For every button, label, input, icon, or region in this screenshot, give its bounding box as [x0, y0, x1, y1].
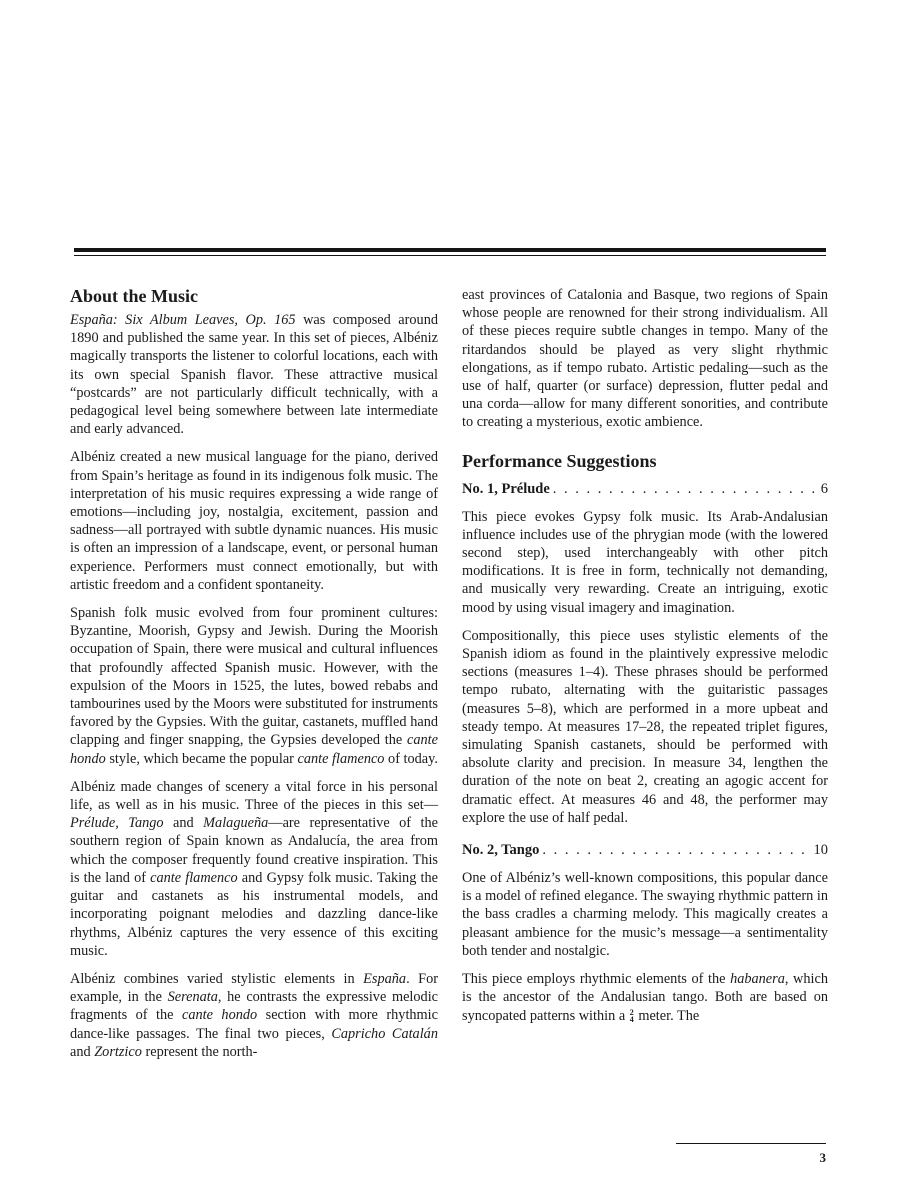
text-run: meter. The [634, 1007, 700, 1024]
text-run: . For example, in the [70, 970, 438, 1006]
paragraph [70, 604, 438, 768]
text-run: Albéniz made changes of scenery a vital force in his personal life, as well as in his music. Three of the pieces in this set— [70, 778, 438, 814]
text-run: of today. [384, 750, 438, 767]
italic-term: cante flamenco [297, 750, 385, 767]
italic-term: Malagueña [203, 815, 269, 832]
text-run: and [163, 815, 204, 832]
text-run: , which is the ancestor of the Andalusian tango. Both are based on syncopated patterns within a [462, 971, 828, 1024]
page-number: 3 [819, 1150, 826, 1165]
footer-rule [676, 1143, 826, 1144]
piece-title: No. 2, Tango [462, 842, 540, 859]
text-run: represent the north- [141, 1043, 258, 1060]
paragraph [462, 970, 828, 1025]
header-rule-thick [74, 248, 826, 252]
paragraph: This piece evokes Gypsy folk music. Its Arab-Andalusian influence includes use of the phrygian mode (with the lowered second step), used interchangeably with other pitch modifications. It is free in form, technically not demanding, and musically very rewarding. Create an intriguing, exotic mood by using visual imagery and imagination. [462, 508, 828, 616]
italic-term: cante flamenco [150, 869, 238, 886]
text-run: was composed around 1890 and published the same year. In this set of pieces, Albéniz magically transports the listener to colorful locations, each with its own special Spanish flavor. These attractive musical “postcards” are not particularly difficult technically, with a pedagogical level being somewhere between late intermediate and early advanced. [70, 312, 438, 438]
time-signature [630, 1009, 634, 1023]
text-run: This piece employs rhythmic elements of the [462, 971, 731, 988]
text-run: Spanish folk music evolved from four prominent cultures: Byzantine, Moorish, Gypsy and Jewish. During the Moorish occupation of Spain, there were musical and cultural influences that profoundly affected Spanish music. However, with the expulsion of the Moors in 1525, the lutes, bowed rebabs and tambourines used by the Moors were substituted for instruments favored by the Gypsies. With the guitar, castanets, muffled hand clapping and finger snapping, the Gypsies developed the [70, 605, 438, 749]
italic-term: cante hondo [70, 732, 438, 767]
leader-dots [542, 841, 810, 859]
paragraph [70, 970, 438, 1061]
about-heading: About the Music [70, 286, 199, 306]
text-run: section with more rhythmic dance-like passages. The final two pieces, [70, 1007, 438, 1042]
right-column [462, 286, 828, 1035]
page-reference: 10 [813, 842, 828, 859]
work-title: España: Six Album Leaves, Op. 165 [70, 312, 296, 328]
paragraph: One of Albéniz’s well-known compositions, this popular dance is a model of refined elegance. The swaying rhythmic pattern in the bass cradles a charming melody. This magically creates a pleasant ambience for the music’s message—a sentimentality both tender and nostalgic. [462, 870, 828, 959]
text-run: and [70, 1043, 95, 1060]
text-run: and Gypsy folk music. Taking the guitar and castanets as his instrumental models, and incorporating poignant melodies and dazzling dance-like rhythms, Albéniz captures the very essence of this exciting music. [70, 869, 438, 959]
piece-entry-tango [462, 841, 828, 859]
italic-term: España [363, 970, 407, 987]
left-column [70, 285, 438, 1071]
italic-term: Prélude, Tango [70, 815, 164, 832]
italic-term: Zortzico [94, 1043, 142, 1060]
italic-term: cante hondo [181, 1007, 258, 1024]
italic-term: habanera [730, 971, 785, 988]
italic-term: Capricho Catalán [331, 1025, 438, 1042]
paragraph [70, 311, 438, 438]
piece-entry-prelude [462, 480, 828, 498]
time-signature-bottom: 4 [629, 1015, 634, 1025]
piece-title: No. 1, Prélude [462, 480, 550, 497]
header-rule-thin [74, 255, 826, 256]
italic-term: Serenata [167, 989, 218, 1006]
leader-dots [553, 480, 818, 498]
paragraph: Compositionally, this piece uses stylistic elements of the Spanish idiom as found in the plaintively expressive melodic sections (measures 1–4). These phrases should be performed tempo rubato, alternating with the guitaristic passages (measures 5–8), which are performed in a more upbeat and steady tempo. At measures 17–28, the repeated triplet figures, simulating Spanish castanets, should be performed with absolute clarity and precision. In measure 34, lengthen the duration of the note on beat 2, creating an agogic accent for dramatic effect. At measures 46 and 48, the performer may explore the use of half pedal. [462, 627, 828, 826]
paragraph-continued: east provinces of Catalonia and Basque, two regions of Spain whose people are renowned for their strong individualism. All of these pieces require subtle changes in tempo. Many of the ritardandos should be played as very slight rhythmic elongations, as if tempo rubato. Artistic pedaling—such as the use of half, quarter (or surface) depression, flutter pedal and una corda—allow for many different sonorities, and contribute to creating a mysterious, exotic ambience. [462, 287, 828, 431]
performance-heading: Performance Suggestions [462, 450, 657, 471]
time-signature-top: 2 [629, 1008, 634, 1018]
paragraph: Albéniz created a new musical language for the piano, derived from Spain’s heritage as found in its indigenous folk music. The interpretation of his music requires expressing a wide range of emotions—including joy, nostalgia, excitement, passion and sadness—all portrayed with subtle dynamic nuances. His music is often an impression of a landscape, event, or personal human experience. Performers must connect emotionally, but with artistic freedom and a confident spontaneity. [70, 449, 438, 593]
text-run: —are representative of the southern region of Spain known as Andalucía, the area from which the composer frequently found creative inspiration. This is the land of [70, 815, 438, 886]
text-run: , he contrasts the expressive melodic fragments of the [70, 989, 439, 1024]
paragraph [70, 778, 438, 960]
text-run: style, which became the popular [105, 750, 298, 767]
text-run: Albéniz combines varied stylistic elements in [70, 970, 364, 987]
page-reference: 6 [820, 480, 828, 497]
